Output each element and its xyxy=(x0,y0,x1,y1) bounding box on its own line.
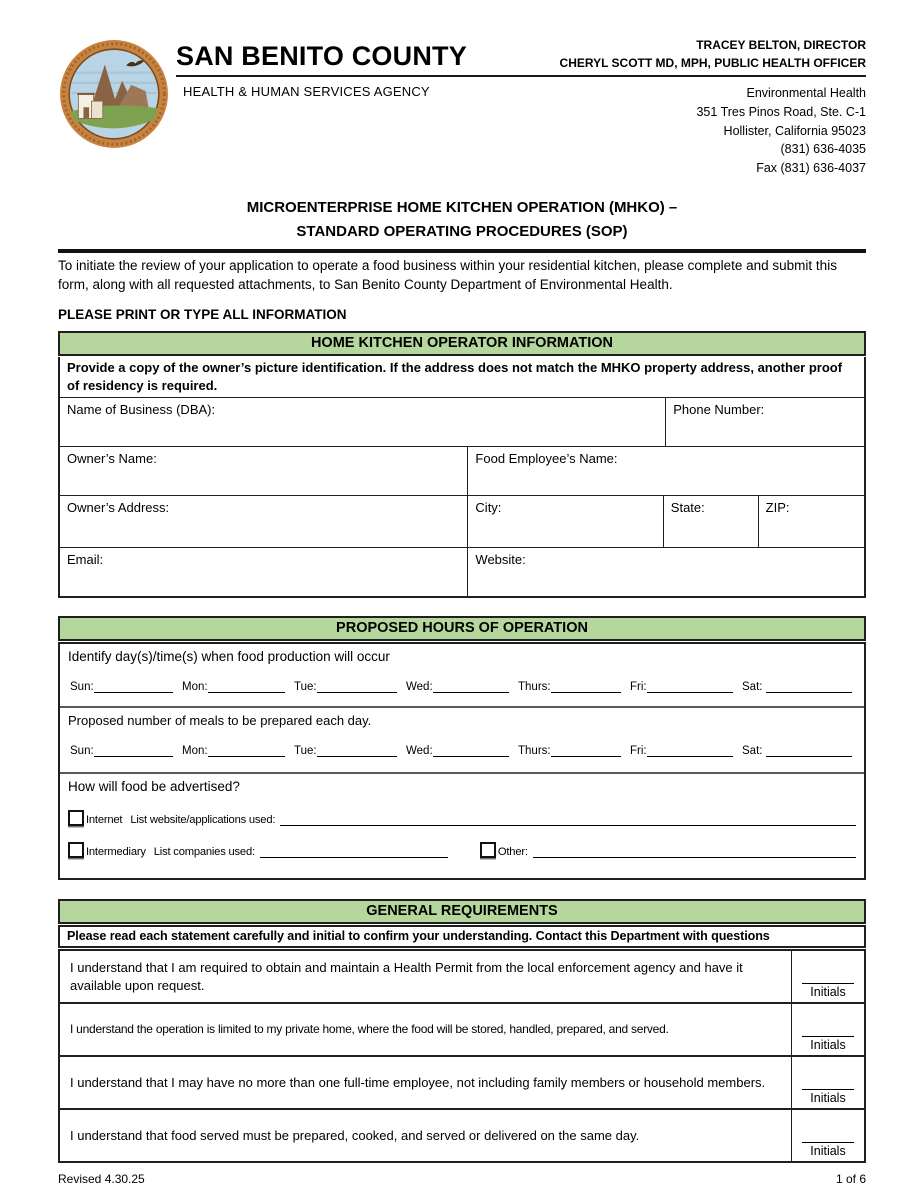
initials-cell[interactable] xyxy=(792,1004,864,1055)
day-label-wed: Wed: xyxy=(406,681,433,694)
hours-meals-row xyxy=(60,708,864,774)
field-phone-number-label: Phone Number: xyxy=(673,402,765,418)
dept-name: Environmental Health xyxy=(746,86,866,100)
section-header-hours: PROPOSED HOURS OF OPERATION xyxy=(58,616,866,641)
field-city[interactable] xyxy=(468,496,663,547)
meals-blank-tue[interactable] xyxy=(317,754,397,757)
meals-blank-sun[interactable] xyxy=(94,754,173,757)
day-label-tue: Tue: xyxy=(294,745,317,758)
other-label: Other: xyxy=(497,846,528,859)
director-line: TRACEY BELTON, DIRECTOR xyxy=(696,38,866,52)
requirement-row xyxy=(58,1108,866,1163)
agency-name: SAN BENITO COUNTY xyxy=(176,41,467,71)
internet-checkbox[interactable] xyxy=(68,810,84,826)
meals-blank-fri[interactable] xyxy=(647,754,733,757)
hours-table xyxy=(58,642,866,880)
section-header-operator-info: HOME KITCHEN OPERATOR INFORMATION xyxy=(58,331,866,356)
initials-cell[interactable] xyxy=(792,951,864,1002)
health-officer-line: CHERYL SCOTT MD, MPH, PUBLIC HEALTH OFFICER xyxy=(559,56,866,70)
day-label-sun: Sun: xyxy=(70,745,94,758)
field-zip[interactable] xyxy=(759,496,864,547)
other-blank[interactable] xyxy=(533,855,856,858)
form-title-line1: MICROENTERPRISE HOME KITCHEN OPERATION (MHKO) – xyxy=(246,199,678,216)
meals-blank-sat[interactable] xyxy=(766,754,852,757)
field-email[interactable] xyxy=(60,548,468,596)
dept-street: 351 Tres Pinos Road, Ste. C-1 xyxy=(696,104,866,119)
advertised-label: How will food be advertised? xyxy=(68,779,240,795)
field-owner-address[interactable] xyxy=(60,496,468,547)
initials-blank[interactable] xyxy=(802,982,854,984)
field-owner-name-label: Owner’s Name: xyxy=(67,451,157,467)
requirements-list xyxy=(58,949,866,1163)
requirement-row xyxy=(58,949,866,1004)
meals-blank-wed[interactable] xyxy=(433,754,509,757)
requirement-row xyxy=(58,1055,866,1110)
requirement-row xyxy=(58,1002,866,1057)
day-label-sat: Sat: xyxy=(742,745,763,758)
field-food-employee-name[interactable] xyxy=(468,447,864,495)
field-state-label: State: xyxy=(670,500,705,516)
field-business-name[interactable] xyxy=(60,398,666,446)
meals-line xyxy=(68,745,856,757)
agency-subtitle: HEALTH & HUMAN SERVICES AGENCY xyxy=(183,84,430,99)
initials-blank[interactable] xyxy=(802,1141,854,1143)
intermediary-list-label: List companies used: xyxy=(153,846,255,859)
day-label-sun: Sun: xyxy=(70,681,94,694)
hours-days-times-row xyxy=(60,644,864,708)
meals-label: Proposed number of meals to be prepared each day. xyxy=(68,713,372,729)
internet-label: Internet xyxy=(86,814,123,827)
initials-label: Initials xyxy=(810,1038,846,1053)
page-number: 1 of 6 xyxy=(835,1172,866,1186)
letterhead xyxy=(58,36,866,178)
day-label-mon: Mon: xyxy=(182,745,208,758)
requirement-statement: I understand the operation is limited to my private home, where the food will be stored, handled, prepared, and served. xyxy=(60,1004,792,1055)
field-email-label: Email: xyxy=(67,552,104,568)
time-blank-thurs[interactable] xyxy=(551,690,621,693)
time-blank-wed[interactable] xyxy=(433,690,509,693)
day-label-fri: Fri: xyxy=(630,745,647,758)
day-label-thurs: Thurs: xyxy=(518,745,551,758)
field-business-name-label: Name of Business (DBA): xyxy=(67,402,216,418)
requirement-statement: I understand that I am required to obtain and maintain a Health Permit from the local enforcement agency and have it available upon request. xyxy=(60,951,792,1002)
print-instruction: PLEASE PRINT OR TYPE ALL INFORMATION xyxy=(58,307,347,323)
meals-blank-mon[interactable] xyxy=(208,754,285,757)
intermediary-list-blank[interactable] xyxy=(260,855,448,858)
header-rule xyxy=(176,75,866,77)
requirement-statement: I understand that food served must be prepared, cooked, and served or delivered on the same day. xyxy=(60,1110,792,1161)
day-label-thurs: Thurs: xyxy=(518,681,551,694)
initials-label: Initials xyxy=(810,985,846,1000)
dept-city: Hollister, California 95023 xyxy=(723,123,866,138)
dept-phone: (831) 636-4035 xyxy=(780,142,866,157)
intermediary-checkbox[interactable] xyxy=(68,842,84,858)
title-rule xyxy=(58,249,866,253)
field-owner-name[interactable] xyxy=(60,447,468,495)
intermediary-option-row xyxy=(68,842,856,858)
officials-block xyxy=(560,36,866,75)
page-footer xyxy=(58,1172,866,1186)
county-seal-logo xyxy=(58,38,170,150)
field-owner-address-label: Owner’s Address: xyxy=(67,500,170,516)
field-website[interactable] xyxy=(468,548,864,596)
day-label-sat: Sat: xyxy=(742,681,763,694)
operator-info-note: Provide a copy of the owner’s picture identification. If the address does not match the MHKO property address, another proof of residency is required. xyxy=(60,357,864,398)
requirement-statement: I understand that I may have no more than one full-time employee, not including family members or household members. xyxy=(60,1057,792,1108)
intro-paragraph: To initiate the review of your application to operate a food business within your residential kitchen, please complete and submit this form, along with all requested attachments, to San Benito County Department of Environmental Health. xyxy=(58,258,837,292)
advertising-row xyxy=(60,774,864,878)
other-checkbox[interactable] xyxy=(480,842,496,858)
operator-info-table xyxy=(58,357,866,598)
initials-cell[interactable] xyxy=(792,1057,864,1108)
field-food-employee-name-label: Food Employee’s Name: xyxy=(475,451,618,467)
intermediary-label: Intermediary xyxy=(86,846,146,859)
time-blank-tue[interactable] xyxy=(317,690,397,693)
internet-list-label: List website/applications used: xyxy=(130,814,276,827)
initials-cell[interactable] xyxy=(792,1110,864,1161)
hours-time-line xyxy=(68,681,856,693)
time-blank-fri[interactable] xyxy=(647,690,733,693)
hours-identify-label: Identify day(s)/time(s) when food production will occur xyxy=(68,649,390,665)
time-blank-sat[interactable] xyxy=(766,690,852,693)
field-state[interactable] xyxy=(664,496,759,547)
initials-label: Initials xyxy=(810,1091,846,1106)
other-option-group xyxy=(480,842,856,858)
time-blank-sun[interactable] xyxy=(94,690,173,693)
requirements-note: Please read each statement carefully and initial to confirm your understanding. Contact this Department with questions xyxy=(58,925,866,948)
day-label-wed: Wed: xyxy=(406,745,433,758)
day-label-tue: Tue: xyxy=(294,681,317,694)
meals-blank-thurs[interactable] xyxy=(551,754,621,757)
field-phone-number[interactable] xyxy=(666,398,864,446)
department-address-block xyxy=(696,84,866,178)
field-city-label: City: xyxy=(475,500,502,516)
form-title-line2: STANDARD OPERATING PROCEDURES (SOP) xyxy=(296,223,628,240)
internet-option-row xyxy=(68,810,856,826)
field-zip-label: ZIP: xyxy=(765,500,790,516)
dept-fax: Fax (831) 636-4037 xyxy=(756,161,866,175)
section-header-general-requirements: GENERAL REQUIREMENTS xyxy=(58,899,866,924)
initials-label: Initials xyxy=(810,1144,846,1159)
field-website-label: Website: xyxy=(475,552,526,568)
initials-blank[interactable] xyxy=(802,1088,854,1090)
day-label-mon: Mon: xyxy=(182,681,208,694)
time-blank-mon[interactable] xyxy=(208,690,285,693)
internet-list-blank[interactable] xyxy=(280,823,856,826)
revised-date: Revised 4.30.25 xyxy=(58,1172,145,1186)
initials-blank[interactable] xyxy=(802,1035,854,1037)
day-label-fri: Fri: xyxy=(630,681,647,694)
form-title xyxy=(58,196,866,244)
